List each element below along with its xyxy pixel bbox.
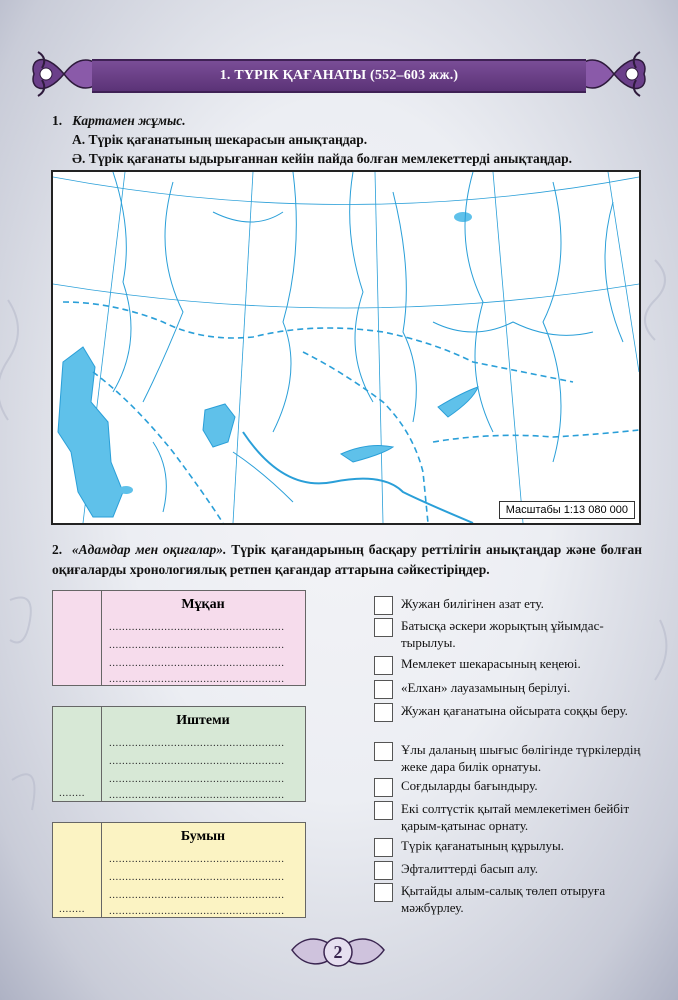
answer-line[interactable]: ...................................................... (109, 789, 285, 801)
map-scale: Масштабы 1:13 080 000 (499, 501, 635, 519)
task-1-item-a: А. Түрік қағанатының шекарасын анықтаңдар. (72, 132, 368, 147)
event-item[interactable]: Қытайды алым-салық төлеп отыруға мәжбүрлеу. (374, 882, 643, 916)
task-2 (52, 540, 642, 580)
answer-line[interactable]: ...................................................... (109, 673, 285, 685)
event-item[interactable]: Ұлы даланың шығыс бөлігінде түркілердің жеке дара билік орнатуы. (374, 741, 643, 775)
ruler-name: Бумын (180, 829, 226, 844)
order-number-line[interactable]: ........ (59, 787, 85, 799)
answer-line[interactable]: ...................................................... (109, 889, 285, 901)
task-1-heading: Картамен жұмыс. (72, 113, 186, 128)
answer-line[interactable]: ...................................................... (109, 773, 285, 785)
order-number-line[interactable]: ........ (59, 903, 85, 915)
baikal-lake (438, 387, 478, 417)
checkbox[interactable] (374, 596, 393, 615)
task-1 (52, 111, 642, 168)
contour-map (51, 170, 641, 525)
ruler-card-ishtemi[interactable] (52, 706, 306, 802)
answer-line[interactable]: ...................................................... (109, 853, 285, 865)
checkbox[interactable] (374, 618, 393, 637)
order-column[interactable] (53, 591, 102, 685)
right-ornament (574, 40, 654, 108)
event-item[interactable]: Мемлекет шекарасының кеңеюі. (374, 655, 643, 675)
task-1-item-b: Ә. Түрік қағанаты ыдырығаннан кейін пайда болған мемлекеттерді анықтаңдар. (72, 151, 573, 166)
event-item[interactable]: Жужан билігінен азат ету. (374, 595, 643, 615)
task-2-text: Түрік қағандарының басқару реттілігін анықтаңдар және болған оқиғаларды хронологиялық ретпен қағандар аттарына сәйкестіріңдер. (52, 542, 642, 577)
task-1-number: 1. (52, 113, 63, 128)
event-item[interactable]: Екі солтүстік қытай мемлекетімен бейбіт қарым-қатынас орнату. (374, 800, 643, 834)
checkbox[interactable] (374, 742, 393, 761)
page-title: 1. ТҮРІК ҚАҒАНАТЫ (552–603 жж.) (92, 59, 586, 93)
ruler-name: Мұқан (181, 597, 225, 612)
checkbox[interactable] (374, 861, 393, 880)
event-item[interactable]: Эфталиттерді басып алу. (374, 860, 643, 880)
checkbox[interactable] (374, 680, 393, 699)
answer-line[interactable]: ...................................................... (109, 657, 285, 669)
answer-line[interactable]: ...................................................... (109, 621, 285, 633)
event-item[interactable]: Жужан қағанатына ойсырата соққы беру. (374, 702, 643, 722)
task-2-heading: «Адамдар мен оқиғалар». (71, 542, 227, 557)
answer-line[interactable]: ...................................................... (109, 871, 285, 883)
caspian-sea (58, 347, 123, 517)
answer-line[interactable]: ...................................................... (109, 639, 285, 651)
answer-line[interactable]: ...................................................... (109, 737, 285, 749)
event-item[interactable]: Түрік қағанатының құрылуы. (374, 837, 643, 857)
checkbox[interactable] (374, 883, 393, 902)
event-item[interactable]: Соғдыларды бағындыру. (374, 777, 643, 797)
event-item[interactable]: «Елхан» лауазамының берілуі. (374, 679, 643, 699)
checkbox[interactable] (374, 656, 393, 675)
page-number: 2 (333, 941, 343, 962)
ruler-card-mukan[interactable] (52, 590, 306, 686)
checkbox[interactable] (374, 838, 393, 857)
checkbox[interactable] (374, 778, 393, 797)
checkbox[interactable] (374, 703, 393, 722)
aral-sea (203, 404, 235, 447)
map-drawing (53, 172, 639, 523)
ruler-name: Иштеми (176, 713, 230, 728)
balkhash-lake (341, 446, 393, 462)
task-2-number: 2. (52, 542, 63, 557)
answer-line[interactable]: ...................................................... (109, 755, 285, 767)
answer-line[interactable]: ...................................................... (109, 905, 285, 917)
ruler-card-bumyn[interactable] (52, 822, 306, 918)
checkbox[interactable] (374, 801, 393, 820)
event-item[interactable]: Батысқа әскери жорықтың ұйымдас-тырылуы. (374, 617, 643, 651)
